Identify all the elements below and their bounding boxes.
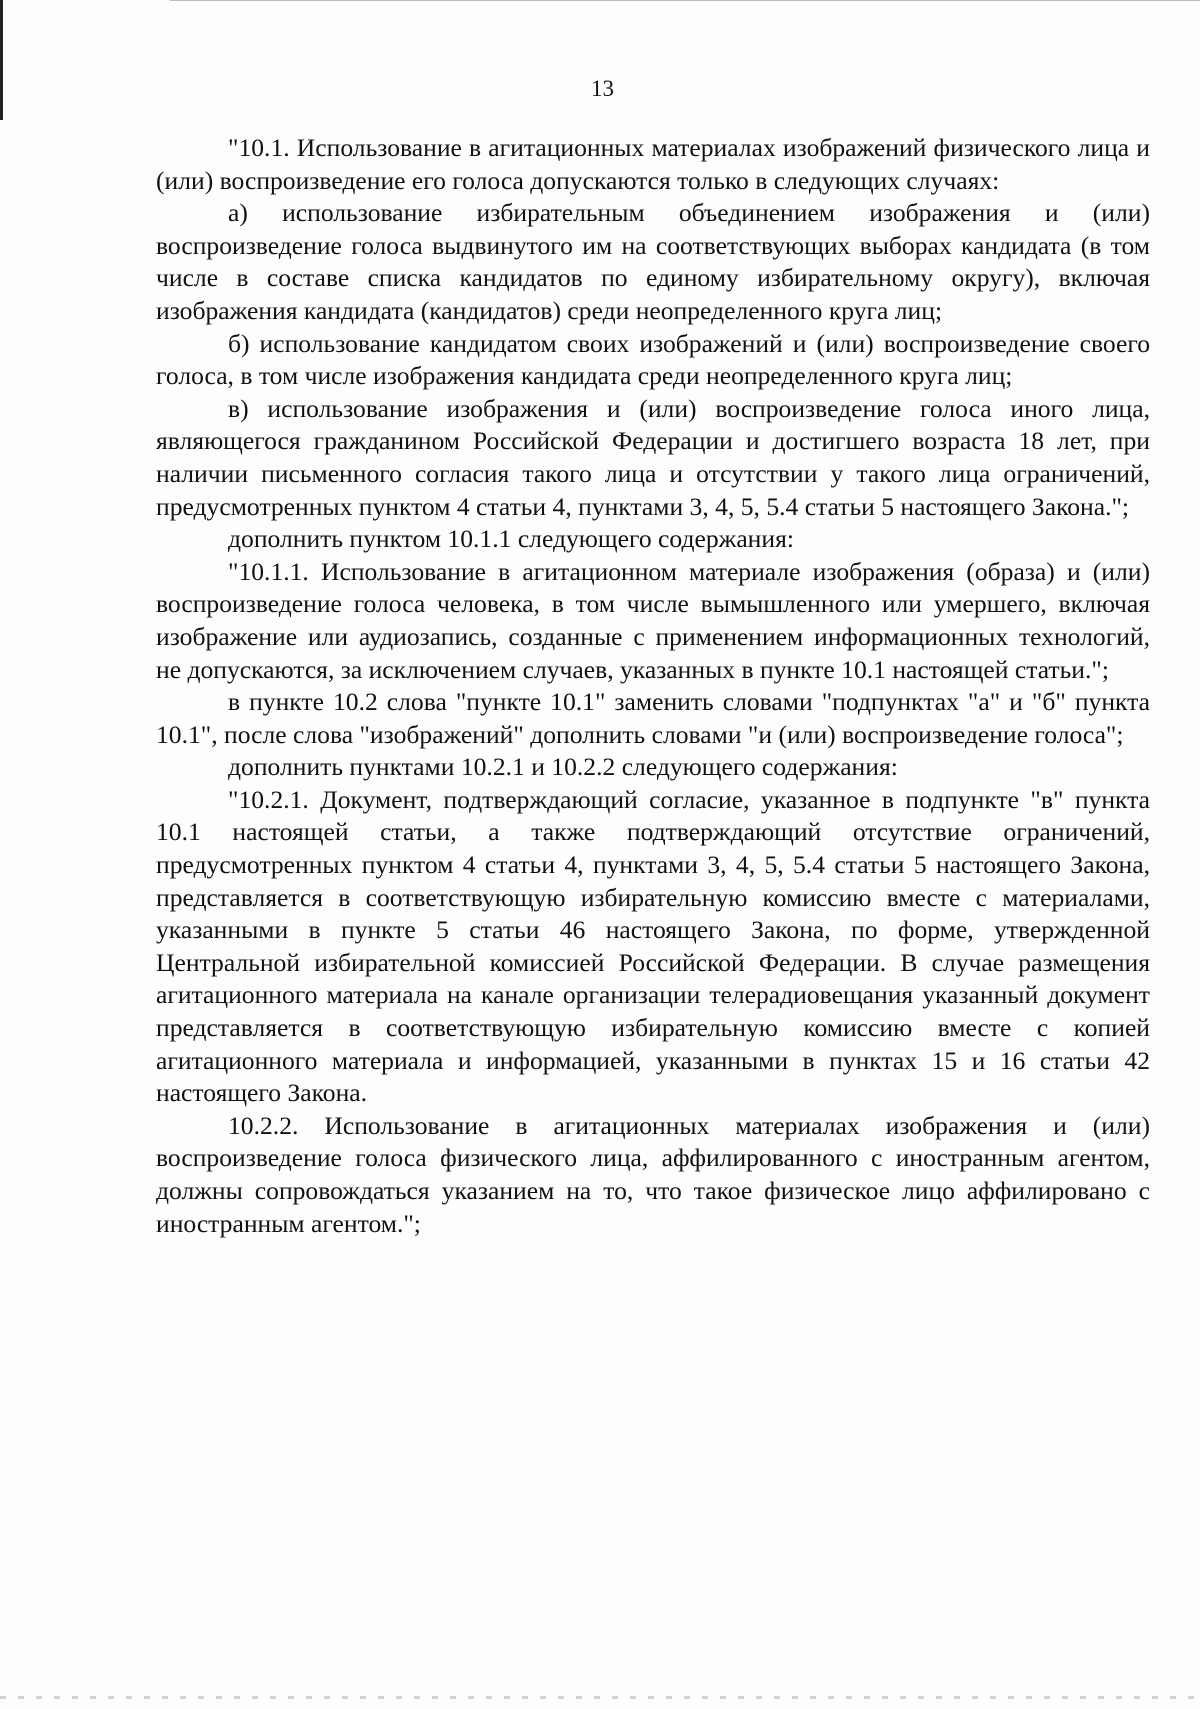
page-number: 13 — [591, 76, 614, 101]
document-body — [156, 132, 1150, 1240]
paragraph-amend-10-1-1: дополнить пунктом 10.1.1 следующего содержания: — [228, 524, 794, 554]
paragraph-item-v: в) использование изображения и (или) воспроизведение голоса иного лица, являющегося гражданином Российской Федерации и достигшего возраста 18 лет, при наличии письменного согласия такого лица и отсутствии у такого лица ограничений, предусмотренных пунктом 4 статьи 4, пунктами 3, 4, 5, 5.4 статьи 5 настоящего Закона."; — [156, 393, 1150, 521]
paragraph-item-a: а) использование избирательным объединением изображения и (или) воспроизведение голоса выдвинутого им на соответствующих выборах кандидата (в том числе в составе списка кандидатов по единому избирательному округу), включая изображения кандидата (кандидатов) среди неопределенного круга лиц; — [156, 198, 1150, 325]
paragraph-amend-10-2: в пункте 10.2 слова "пункте 10.1" заменить словами "подпунктах "а" и "б" пункта 10.1", после слова "изображений" дополнить словами "и (или) воспроизведение голоса"; — [156, 687, 1150, 749]
paragraph-10-1-1: "10.1.1. Использование в агитационном материале изображения (образа) и (или) воспроизведение голоса человека, в том числе вымышленного или умершего, включая изображение или аудиозапись, созданные с применением информационных технологий, не допускаются, за исключением случаев, указанных в пункте 10.1 настоящей статьи."; — [156, 556, 1150, 684]
scan-edge-top — [170, 0, 1200, 1]
scan-bottom-noise — [0, 1696, 1200, 1699]
paragraph-amend-10-2-1-10-2-2: дополнить пунктами 10.2.1 и 10.2.2 следующего содержания: — [228, 752, 898, 782]
paragraph-10-2-1: "10.2.1. Документ, подтверждающий согласие, указанное в подпункте "в" пункта 10.1 настоящей статьи, а также подтверждающий отсутствие ограничений, предусмотренных пунктом 4 статьи 4, пунктами 3, 4, 5, 5.4 статьи 5 настоящего Закона, представляется в соответствующую избирательную комиссию вместе с материалами, указанными в пункте 5 статьи 46 настоящего Закона, по форме, утвержденной Центральной избирательной комиссией Российской Федерации. В случае размещения агитационного материала на канале организации телерадиовещания указанный документ представляется в соответствующую избирательную комиссию вместе с копией агитационного материала и информацией, указанными в пунктах 15 и 16 статьи 42 настоящего Закона. — [156, 784, 1150, 1108]
paragraph-10-1: "10.1. Использование в агитационных материалах изображений физического лица и (или) воспроизведение его голоса допускаются только в следующих случаях: — [156, 133, 1150, 195]
paragraph-10-2-2: 10.2.2. Использование в агитационных материалах изображения и (или) воспроизведение голоса физического лица, аффилированного с иностранным агентом, должны сопровождаться указанием на то, что такое физическое лицо аффилировано с иностранным агентом."; — [156, 1110, 1150, 1238]
paragraph-item-b: б) использование кандидатом своих изображений и (или) воспроизведение своего голоса, в том числе изображения кандидата среди неопределенного круга лиц; — [156, 328, 1150, 391]
scan-edge-left — [0, 0, 3, 120]
